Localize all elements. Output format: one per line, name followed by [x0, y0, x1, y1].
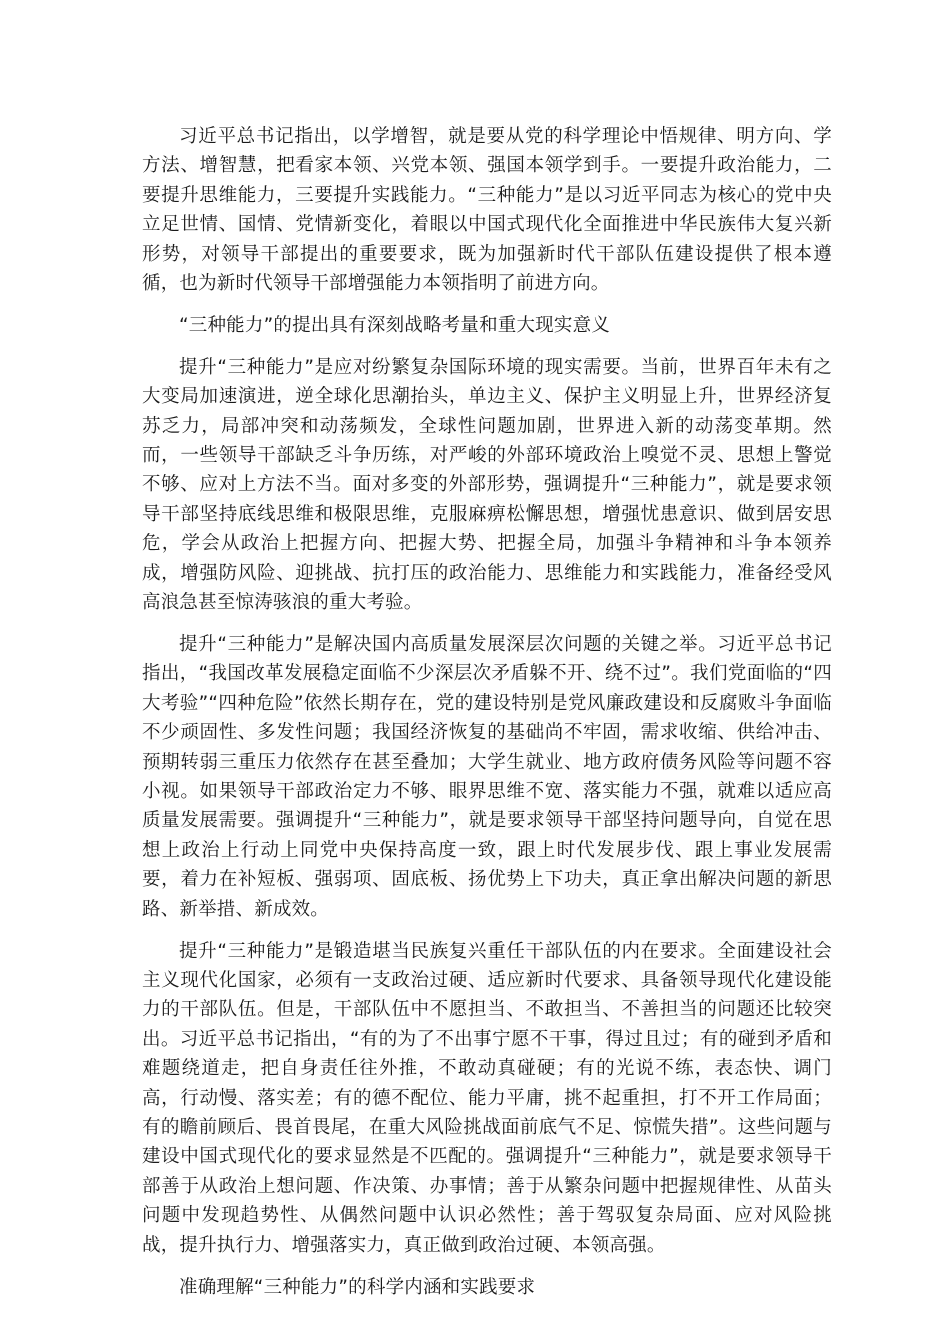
paragraph-international-environment: 提升“三种能力”是应对纷繁复杂国际环境的现实需要。当前，世界百年未有之大变局加速演进，逆全球化思潮抬头，单边主义、保护主义明显上升，世界经济复苏乏力，局部冲突和动荡频发，全球性问题加剧，世界进入新的动荡变革期。然而，一些领导干部缺乏斗争历练，对严峻的外部环境政治上嗅觉不灵、思想上警觉不够、应对上方法不当。面对多变的外部形势，强调提升“三种能力”，就是要求领导干部坚持底线思维和极限思维，克服麻痹松懈思想，增强忧患意识、做到居安思危，学会从政治上把握方向、把握大势、把握全局，加强斗争精神和斗争本领养成，增强防风险、迎挑战、抗打压的政治能力、思维能力和实践能力，准备经受风高浪急甚至惊涛骇浪的重大考验。 [142, 356, 832, 614]
paragraph-cadre-team: 提升“三种能力”是锻造堪当民族复兴重任干部队伍的内在要求。全面建设社会主义现代化国家，必须有一支政治过硬、适应新时代要求、具备领导现代化建设能力的干部队伍。但是，干部队伍中不愿担当、不敢担当、不善担当的问题还比较突出。习近平总书记指出，“有的为了不出事宁愿不干事，得过且过；有的碰到矛盾和难题绕道走，把自身责任往外推，不敢动真碰硬；有的光说不练，表态快、调门高，行动慢、落实差；有的德不配位、能力平庸，挑不起重担，打不开工作局面；有的瞻前顾后、畏首畏尾，在重大风险挑战面前底气不足、惊慌失措”。这些问题与建设中国式现代化的要求显然是不匹配的。强调提升“三种能力”，就是要求领导干部善于从政治上想问题、作决策、办事情；善于从繁杂问题中把握规律性、从苗头问题中发现趋势性、从偶然问题中认识必然性；善于驾驭复杂局面、应对风险挑战，提升执行力、增强落实力，真正做到政治过硬、本领高强。 [142, 940, 832, 1256]
document-page [142, 122, 832, 1314]
paragraph-domestic-development: 提升“三种能力”是解决国内高质量发展深层次问题的关键之举。习近平总书记指出，“我国改革发展稳定面临不少深层次矛盾躲不开、绕不过”。我们党面临的“四大考验”“四种危险”依然长期存在，党的建设特别是党风廉政建设和反腐败斗争面临不少顽固性、多发性问题；我国经济恢复的基础尚不牢固，需求收缩、供给冲击、预期转弱三重压力依然存在甚至叠加；大学生就业、地方政府债务风险等问题不容小视。如果领导干部政治定力不够、眼界思维不宽、落实能力不强，就难以适应高质量发展需要。强调提升“三种能力”，就是要求领导干部坚持问题导向，自觉在思想上政治上行动上同党中央保持高度一致，跟上时代发展步伐、跟上事业发展需要，着力在补短板、强弱项、固底板、扬优势上下功夫，真正拿出解决问题的新思路、新举措、新成效。 [142, 634, 832, 920]
section-heading-significance: “三种能力”的提出具有深刻战略考量和重大现实意义 [179, 314, 610, 336]
intro-paragraph: 习近平总书记指出，以学增智，就是要从党的科学理论中悟规律、明方向、学方法、增智慧，把看家本领、兴党本领、强国本领学到手。一要提升政治能力，二要提升思维能力，三要提升实践能力。“三种能力”是以习近平同志为核心的党中央立足世情、国情、党情新变化，着眼以中国式现代化全面推进中华民族伟大复兴新形势，对领导干部提出的重要要求，既为加强新时代干部队伍建设提供了根本遵循，也为新时代领导干部增强能力本领指明了前进方向。 [142, 126, 832, 295]
section-heading-connotation: 准确理解“三种能力”的科学内涵和实践要求 [179, 1276, 536, 1298]
